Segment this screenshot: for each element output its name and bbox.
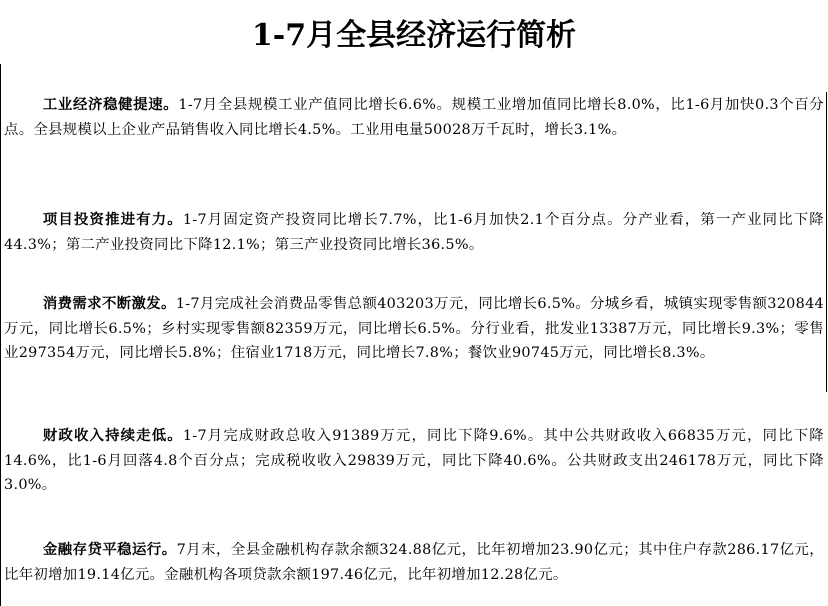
paragraph-investment: [4, 208, 824, 257]
paragraph-heading: 消费需求不断激发。: [42, 295, 176, 312]
paragraph-body: 1-7月完成财政总收入91389万元，同比下降9.6%。其中公共财政收入66835万元，同比下降14.6%，比1-6月回落4.8个百分点；完成税收收入29839万元，同比下降40.6%。公共财政支出246178万元，同比下降3.0%。: [4, 428, 824, 493]
paragraph-body: 1-7月全县规模工业产值同比增长6.6%。规模工业增加值同比增长8.0%，比1-6月加快0.3个百分点。全县规模以上企业产品销售收入同比增长4.5%。工业用电量50028万千瓦时，增长3.1%。: [4, 97, 825, 138]
paragraph-body: 1-7月完成社会消费品零售总额403203万元，同比增长6.5%。分城乡看，城镇实现零售额320844万元，同比增长6.5%；乡村实现零售额82359万元，同比增长6.5%。分行业看，批发业13387万元，同比增长9.3%；零售业297354万元，同比增长5.8%；住宿业1718万元，同比增长7.8%；餐饮业90745万元，同比增长8.3%。: [4, 296, 825, 361]
page-title: 1-7月全县经济运行简析: [251, 18, 577, 53]
paragraph-body: 1-7月固定资产投资同比增长7.7%，比1-6月加快2.1个百分点。分产业看，第一产业同比下降44.3%；第二产业投资同比下降12.1%；第三产业投资同比增长36.5%。: [4, 212, 824, 253]
paragraph-heading: 金融存贷平稳运行。: [42, 541, 177, 558]
paragraph-consumption: [4, 292, 824, 366]
paragraph-finance: [4, 424, 824, 498]
paragraph-body: 7月末，全县金融机构存款余额324.88亿元，比年初增加23.90亿元；其中住户存款286.17亿元，比年初增加19.14亿元。金融机构各项贷款余额197.46亿元，比年初增加12.28亿元。: [4, 542, 824, 583]
left-border-line: [0, 64, 1, 606]
paragraph-heading: 工业经济稳健提速。: [42, 96, 179, 113]
paragraph-industry: [4, 93, 824, 142]
paragraph-banking: [4, 538, 824, 587]
paragraph-heading: 财政收入持续走低。: [42, 427, 183, 444]
right-border-line: [826, 92, 827, 392]
paragraph-heading: 项目投资推进有力。: [42, 211, 183, 228]
